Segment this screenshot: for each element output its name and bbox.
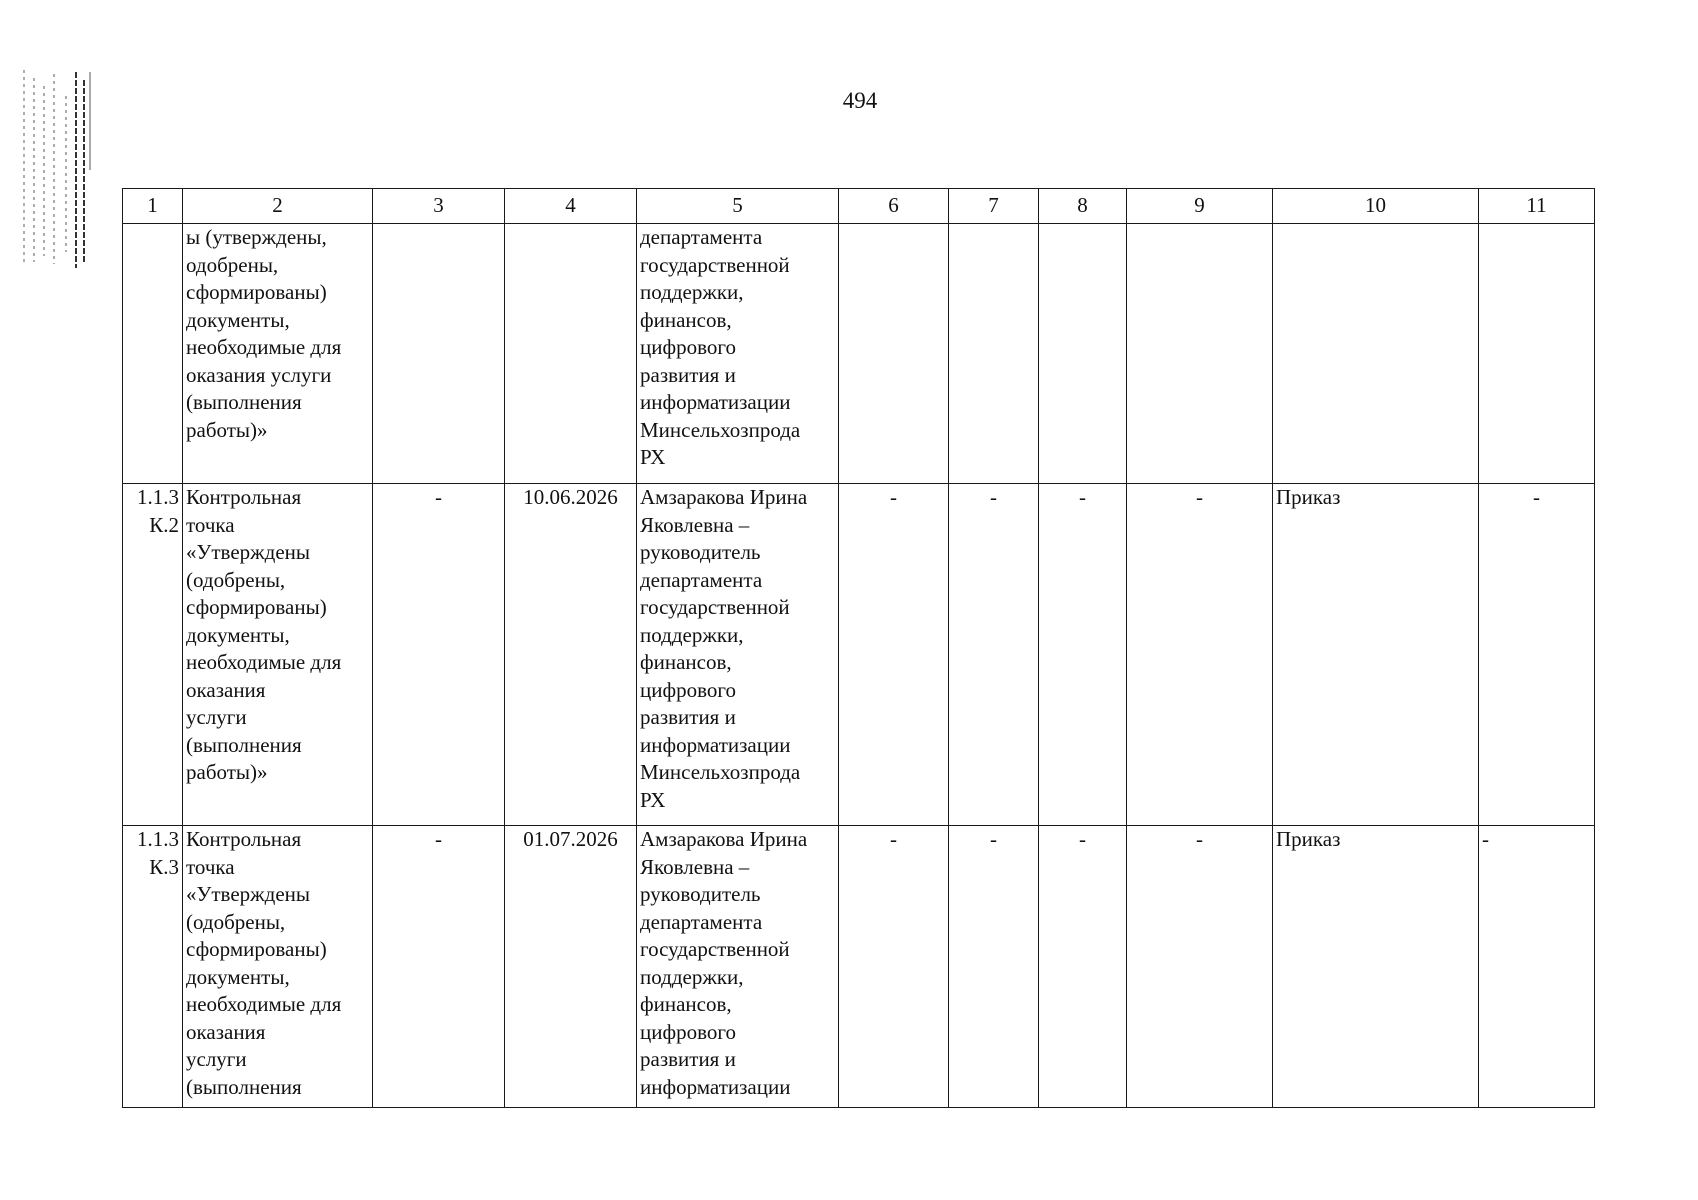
header-col-2: 2 xyxy=(183,189,373,224)
row-number-cell: 1.1.3 К.2 xyxy=(123,484,183,826)
start-date-cell xyxy=(373,224,505,484)
col-8-cell xyxy=(1039,224,1127,484)
col-6-cell: - xyxy=(839,484,949,826)
responsible-person-cell: Амзаракова Ирина Яковлевна – руководитель департамента государственной поддержки, финансов, цифрового развития и информатизации xyxy=(637,826,839,1108)
responsible-person-cell: департамента государственной поддержки, финансов, цифрового развития и информатизации Минсельхозпрода РХ xyxy=(637,224,839,484)
table-row xyxy=(123,224,1595,484)
start-date-cell: - xyxy=(373,484,505,826)
event-name-cell: Контрольная точка «Утверждены (одобрены, сформированы) документы, необходимые для оказания услуги (выполнения работы)» xyxy=(183,484,373,826)
col-11-cell: - xyxy=(1479,826,1595,1108)
document-type-cell: Приказ xyxy=(1273,484,1479,826)
col-7-cell: - xyxy=(949,484,1039,826)
col-6-cell: - xyxy=(839,826,949,1108)
header-col-3: 3 xyxy=(373,189,505,224)
header-col-8: 8 xyxy=(1039,189,1127,224)
event-name-cell: Контрольная точка «Утверждены (одобрены, сформированы) документы, необходимые для оказания услуги (выполнения xyxy=(183,826,373,1108)
col-6-cell xyxy=(839,224,949,484)
col-7-cell: - xyxy=(949,826,1039,1108)
col-8-cell: - xyxy=(1039,826,1127,1108)
end-date-cell: 10.06.2026 xyxy=(505,484,637,826)
header-col-5: 5 xyxy=(637,189,839,224)
col-8-cell: - xyxy=(1039,484,1127,826)
col-11-cell xyxy=(1479,224,1595,484)
header-col-9: 9 xyxy=(1127,189,1273,224)
schedule-table xyxy=(122,188,1595,1108)
col-9-cell xyxy=(1127,224,1273,484)
header-col-4: 4 xyxy=(505,189,637,224)
row-number-cell: 1.1.3 К.3 xyxy=(123,826,183,1108)
header-col-7: 7 xyxy=(949,189,1039,224)
col-9-cell: - xyxy=(1127,826,1273,1108)
table-row xyxy=(123,826,1595,1108)
col-11-cell: - xyxy=(1479,484,1595,826)
margin-stamp-image xyxy=(18,66,94,270)
end-date-cell xyxy=(505,224,637,484)
header-row xyxy=(123,189,1595,224)
start-date-cell: - xyxy=(373,826,505,1108)
table-row xyxy=(123,484,1595,826)
header-col-6: 6 xyxy=(839,189,949,224)
responsible-person-cell: Амзаракова Ирина Яковлевна – руководитель департамента государственной поддержки, финансов, цифрового развития и информатизации Минсельхозпрода РХ xyxy=(637,484,839,826)
col-9-cell: - xyxy=(1127,484,1273,826)
header-col-10: 10 xyxy=(1273,189,1479,224)
document-type-cell: Приказ xyxy=(1273,826,1479,1108)
page-number: 494 xyxy=(842,88,878,113)
event-name-cell: ы (утверждены, одобрены, сформированы) документы, необходимые для оказания услуги (выполнения работы)» xyxy=(183,224,373,484)
row-number-cell xyxy=(123,224,183,484)
col-7-cell xyxy=(949,224,1039,484)
end-date-cell: 01.07.2026 xyxy=(505,826,637,1108)
header-col-1: 1 xyxy=(123,189,183,224)
header-col-11: 11 xyxy=(1479,189,1595,224)
document-type-cell xyxy=(1273,224,1479,484)
